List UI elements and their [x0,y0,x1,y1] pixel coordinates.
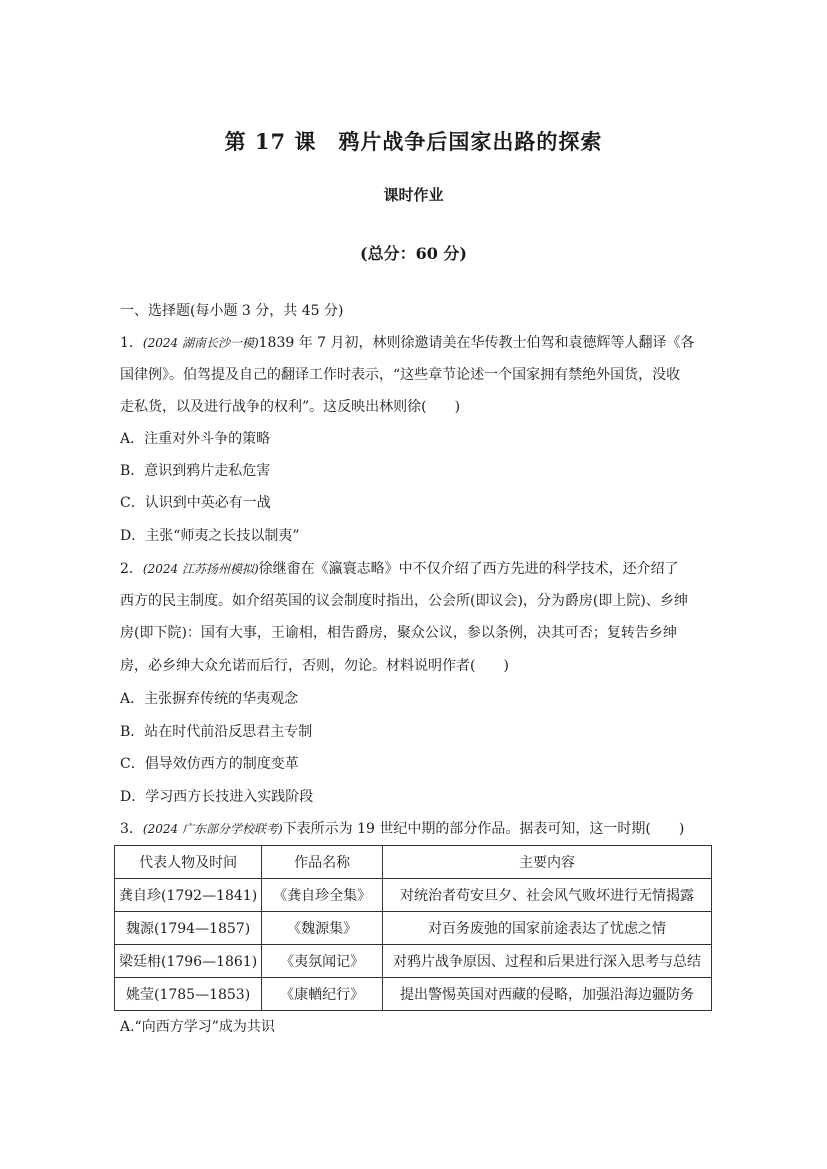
table-header: 主要内容 [383,846,712,879]
table-row [115,945,712,978]
question-1-option-d: D．主张“师夷之长技以制夷” [120,528,300,544]
lesson-title: 第 17 课 鸦片战争后国家出路的探索 [224,129,603,154]
question-1-line-2: 国律例》。伯驾提及自己的翻译工作时表示，“这些章节论述一个国家拥有禁绝外国货，没收 [120,367,681,383]
question-3-line-1 [120,820,684,838]
question-1-option-b: B．意识到鸦片走私危害 [120,463,271,479]
question-number: 2． [120,561,143,577]
table-row [115,978,712,1011]
table-header: 作品名称 [262,846,383,879]
table-cell: 对鸦片战争原因、过程和后果进行深入思考与总结 [383,945,712,978]
table-cell: 姚莹(1785—1853) [115,978,262,1011]
table-cell: 《夷氛闻记》 [262,945,383,978]
question-number: 3． [120,821,143,837]
question-text: 徐继畬在《瀛寰志略》中不仅介绍了西方先进的科学技术，还介绍了 [258,561,679,577]
question-2-option-a: A．主张摒弃传统的华夷观念 [120,691,299,707]
question-1-line-3: 走私货，以及进行战争的权利”。这反映出林则徐( ) [120,399,461,415]
question-3-option-a: A.“向西方学习”成为共识 [120,1019,275,1035]
table-row [115,912,712,945]
question-text: 下表所示为 19 世纪中期的部分作品。据表可知，这一时期( ) [282,821,685,837]
question-2-option-b: B．站在时代前沿反思君主专制 [120,724,313,740]
question-1-line-1 [120,334,695,352]
question-2-line-4: 房，必乡绅大众允诺而后行，否则，勿论。材料说明作者( ) [120,658,509,674]
table-header: 代表人物及时间 [115,846,262,879]
table-cell: 《龚自珍全集》 [262,879,383,912]
table-header-row [115,846,712,879]
question-2-line-2: 西方的民主制度。如介绍英国的议会制度时指出，公会所(即议会)，分为爵房(即上院)、乡绅 [120,593,688,609]
table-cell: 《康輶纪行》 [262,978,383,1011]
table-cell: 提出警惕英国对西藏的侵略，加强沿海边疆防务 [383,978,712,1011]
section-heading: 一、选择题(每小题 3 分，共 45 分) [120,303,344,319]
table-cell: 梁廷枏(1796—1861) [115,945,262,978]
question-1-option-a: A．注重对外斗争的策略 [120,431,271,447]
table-cell: 对百务废弛的国家前途表达了忧虑之情 [383,912,712,945]
question-source: (2024 江苏扬州模拟) [142,562,259,576]
question-source: (2024 广东部分学校联考) [142,822,283,836]
table-cell: 龚自珍(1792—1841) [115,879,262,912]
question-1-option-c: C．认识到中英必有一战 [120,495,271,511]
table-cell: 魏源(1794—1857) [115,912,262,945]
total-score: (总分：60 分) [360,244,467,263]
question-2-option-d: D．学习西方长技进入实践阶段 [120,789,314,805]
question-number: 1． [120,335,143,351]
works-table [114,845,712,1011]
table-cell: 对统治者苟安旦夕、社会风气败坏进行无情揭露 [383,879,712,912]
lesson-subtitle: 课时作业 [383,186,444,204]
table-cell: 《魏源集》 [262,912,383,945]
question-text: 1839 年 7 月初，林则徐邀请美在华传教士伯驾和袁德辉等人翻译《各 [258,335,695,351]
table-row [115,879,712,912]
question-2-option-c: C．倡导效仿西方的制度变革 [120,756,299,772]
question-2-line-1 [120,560,679,578]
question-source: (2024 湖南长沙一模) [142,336,259,350]
question-2-line-3: 房(即下院)：国有大事，王谕相，相告爵房，聚众公议，参以条例，决其可否；复转告乡绅 [120,625,677,641]
